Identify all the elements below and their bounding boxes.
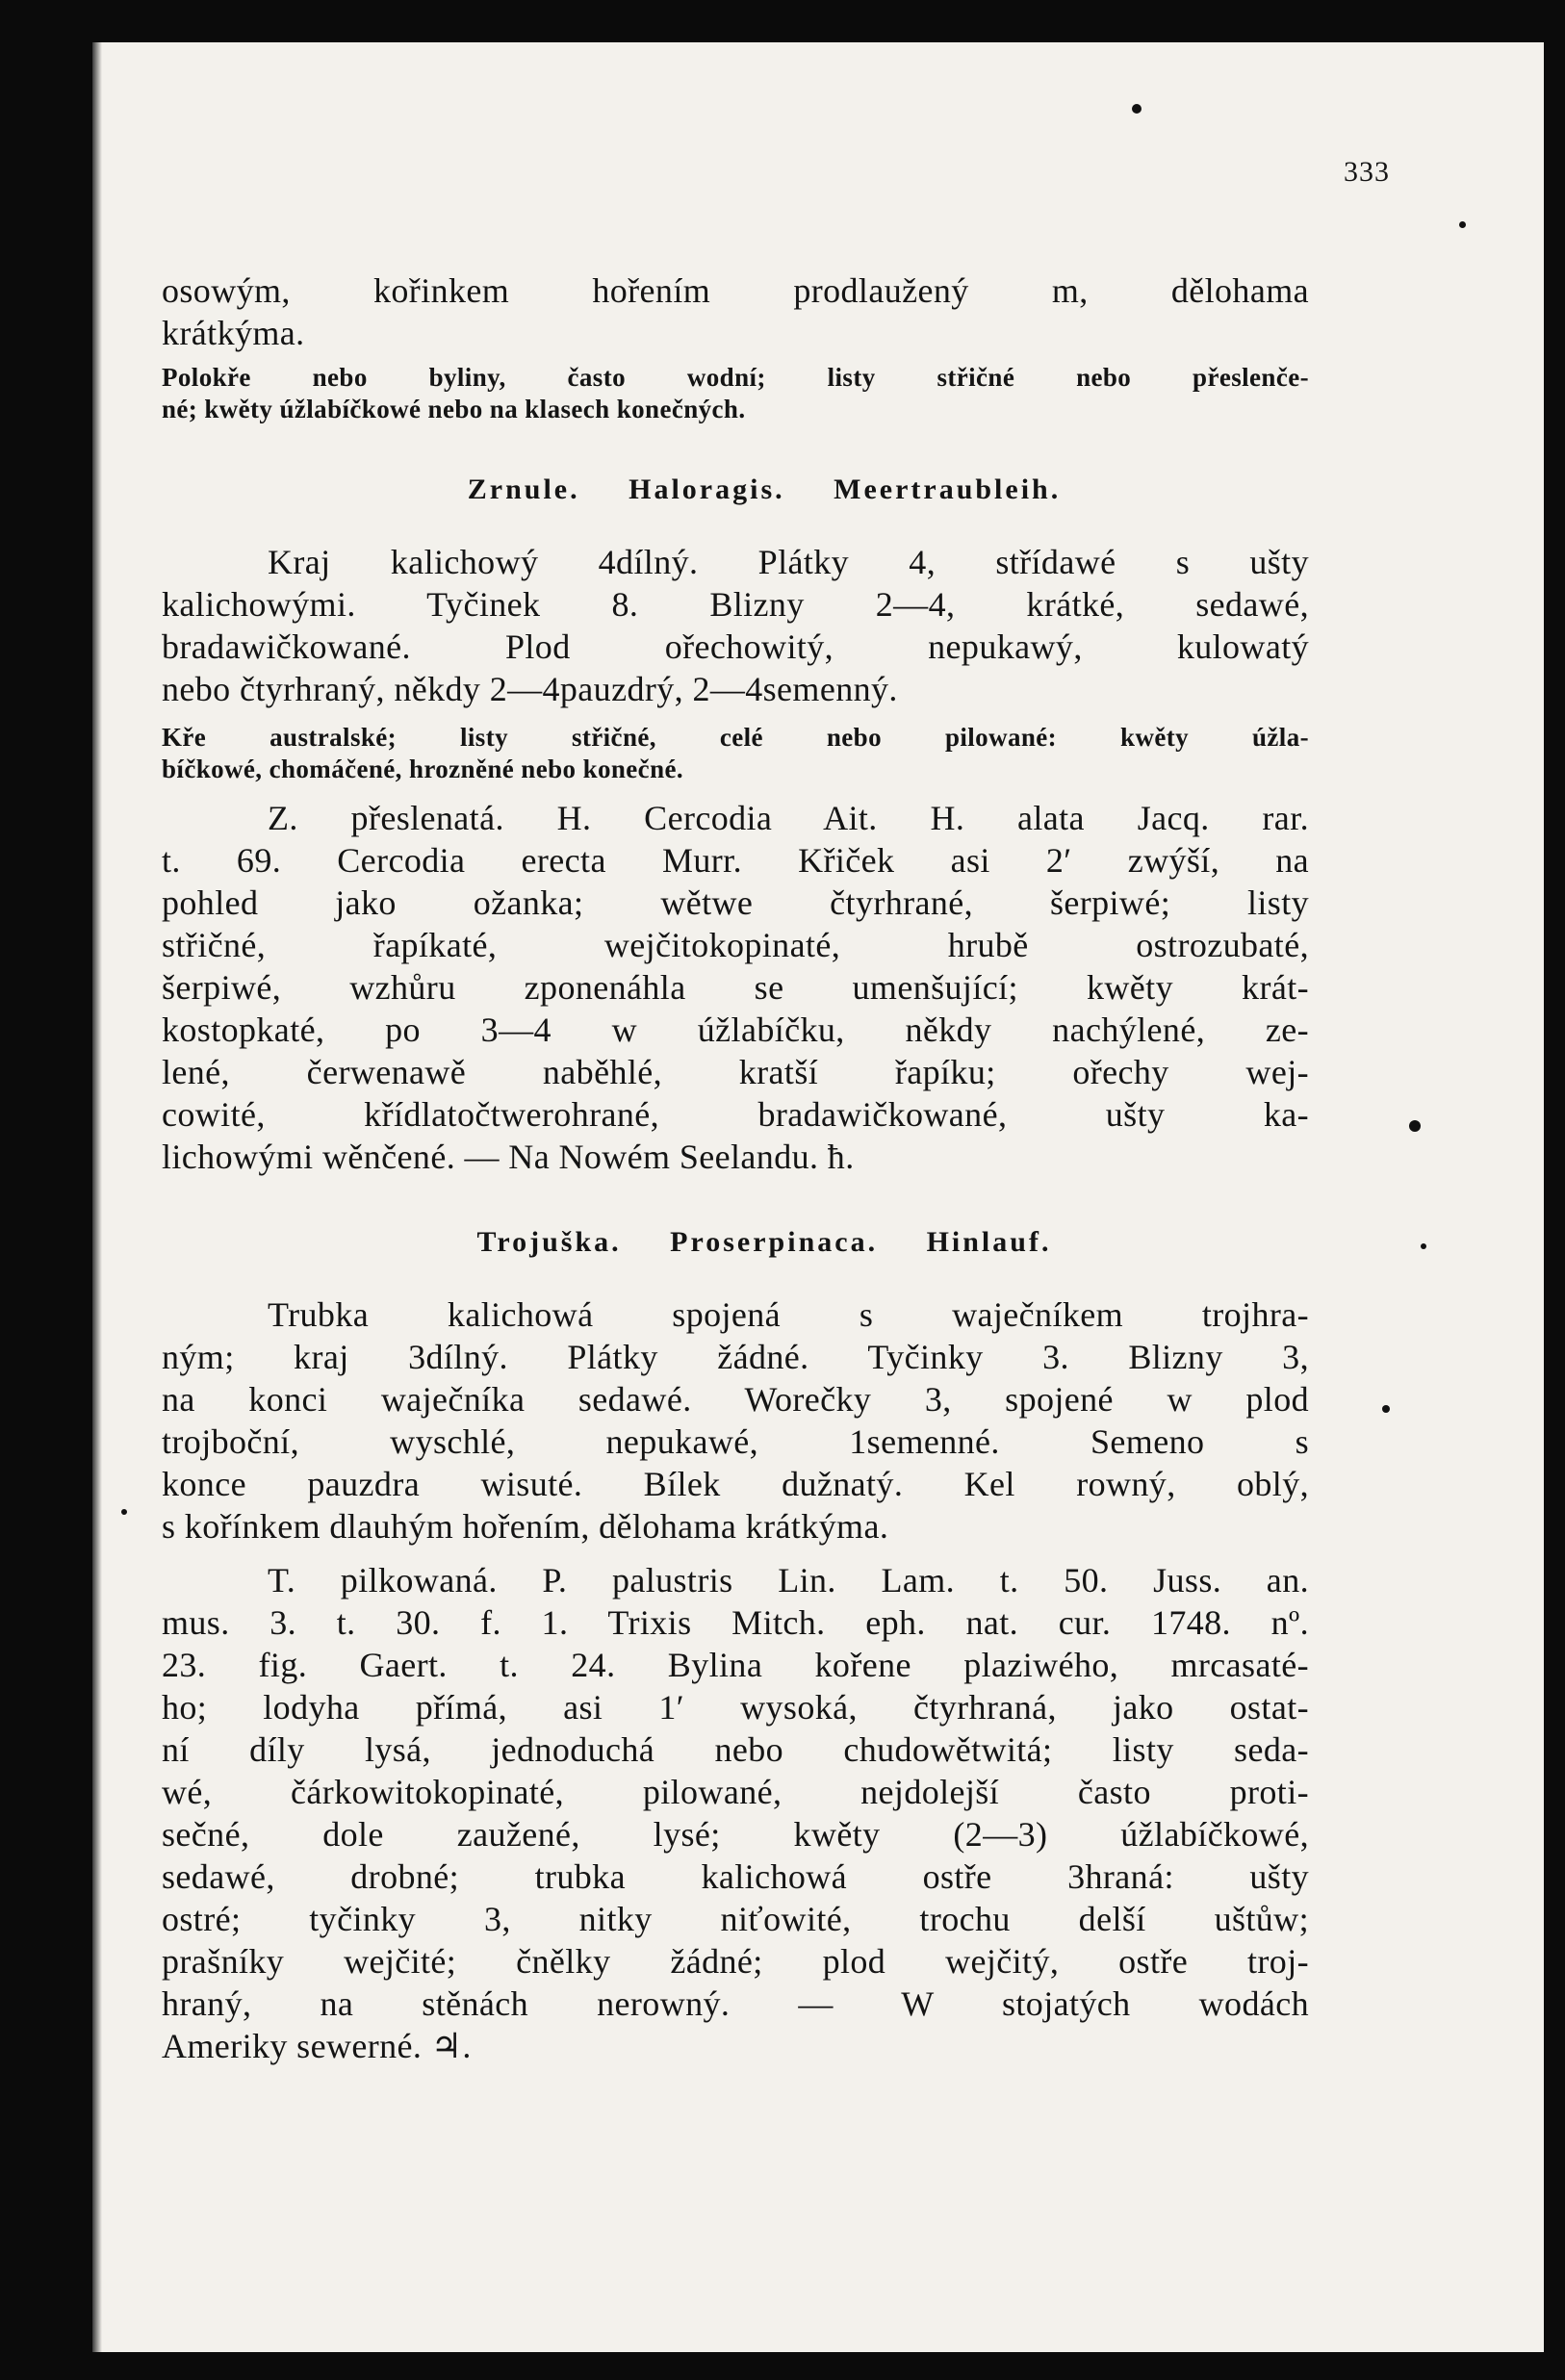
haloragis-characters	[162, 541, 1309, 710]
book-page	[92, 42, 1544, 2352]
scan-speck	[1382, 1405, 1390, 1413]
text-line: mus. 3. t. 30. f. 1. Trixis Mitch. eph. nat. cur. 1748. nº.	[162, 1603, 1309, 1642]
genus-name-german: Hinlauf.	[926, 1226, 1052, 1258]
text-line: kalichowými. Tyčinek 8. Blizny 2—4, krátké, sedawé,	[162, 585, 1309, 624]
text-line: cowité, křídlatočtwerohrané, bradawičkowané, ušty ka-	[162, 1095, 1309, 1134]
text-line: nebo čtyrhraný, někdy 2—4pauzdrý, 2—4semenný.	[162, 670, 898, 708]
scan-speck	[1421, 1243, 1426, 1249]
text-line: t. 69. Cercodia erecta Murr. Křiček asi 2′ zwýší, na	[162, 841, 1309, 880]
text-line: Z. přeslenatá. H. Cercodia Ait. H. alata Jacq. rar.	[268, 799, 1309, 837]
text-line: wé, čárkowitokopinaté, pilowané, nejdolejší často proti-	[162, 1773, 1309, 1811]
genus-name-latin: Proserpinaca.	[670, 1226, 879, 1258]
text-line: pohled jako ožanka; wětwe čtyrhrané, šerpiwé; listy	[162, 883, 1309, 922]
scan-speck	[1409, 1120, 1421, 1132]
text-line: bíčkowé, chomáčené, hrozněné nebo konečné.	[162, 755, 684, 783]
text-line: osowým, kořinkem hořením prodlaužený m, dělohama	[162, 271, 1309, 310]
text-line: lené, čerwenawě naběhlé, kratší řapíku; ořechy wej-	[162, 1053, 1309, 1091]
text-line: Trubka kalichowá spojená s waječníkem trojhra-	[268, 1295, 1309, 1334]
text-line: 23. fig. Gaert. t. 24. Bylina kořene plaziwého, mrcasaté-	[162, 1646, 1309, 1684]
genus-description-end	[162, 269, 1309, 354]
text-line: sečné, dole zaužené, lysé; kwěty (2—3) úžlabíčkowé,	[162, 1815, 1309, 1854]
text-line: kostopkaté, po 3—4 w úžlabíčku, někdy nachýlené, ze-	[162, 1011, 1309, 1049]
text-line: Ameriky sewerné. ♃.	[162, 2027, 472, 2065]
text-line: sedawé, drobné; trubka kalichowá ostře 3hraná: ušty	[162, 1857, 1309, 1896]
text-line: střičné, řapíkaté, wejčitokopinaté, hrubě ostrozubaté,	[162, 926, 1309, 964]
text-line: Kraj kalichowý 4dílný. Plátky 4, střídawé s ušty	[268, 543, 1309, 581]
page-gutter-shadow	[92, 42, 102, 2352]
genus-name-czech: Trojuška.	[476, 1226, 622, 1258]
text-line: trojboční, wyschlé, nepukawé, 1semenné. Semeno s	[162, 1422, 1309, 1461]
text-line: ným; kraj 3dílný. Plátky žádné. Tyčinky 3. Blizny 3,	[162, 1338, 1309, 1376]
text-line: ostré; tyčinky 3, nitky niťowité, trochu delší uštůw;	[162, 1900, 1309, 1938]
text-line: ho; lodyha přímá, asi 1′ wysoká, čtyrhraná, jako ostat-	[162, 1688, 1309, 1727]
text-line: hraný, na stěnách nerowný. — W stojatých wodách	[162, 1984, 1309, 2023]
scan-speck	[1132, 104, 1142, 114]
text-line: konce pauzdra wisuté. Bílek dužnatý. Kel rowný, oblý,	[162, 1465, 1309, 1503]
habit-note-first	[162, 362, 1309, 425]
scan-speck	[121, 1509, 127, 1515]
text-line: bradawičkowané. Plod ořechowitý, nepukawý, kulowatý	[162, 627, 1309, 666]
species-proserpinaca-palustris	[162, 1559, 1309, 2067]
text-line: Kře australské; listy střičné, celé nebo pilowané: kwěty úžla-	[162, 723, 1309, 752]
genus-name-german: Meertraubleih.	[834, 473, 1062, 505]
page-text	[162, 269, 1309, 2067]
text-line: s kořínkem dlauhým hořením, dělohama krátkýma.	[162, 1507, 889, 1546]
genus-name-czech: Zrnule.	[467, 473, 580, 505]
text-line: na konci waječníka sedawé. Worečky 3, spojené w plod	[162, 1380, 1309, 1419]
genus-heading-haloragis	[162, 473, 1309, 506]
text-line: šerpiwé, wzhůru zponenáhla se umenšující; kwěty krát-	[162, 968, 1309, 1007]
text-line: ní díly lysá, jednoduchá nebo chudowětwitá; listy seda-	[162, 1730, 1309, 1769]
text-line: lichowými wěnčené. — Na Nowém Seelandu. ħ.	[162, 1138, 855, 1176]
text-line: prašníky wejčité; čnělky žádné; plod wejčitý, ostře troj-	[162, 1942, 1309, 1981]
proserpinaca-characters	[162, 1293, 1309, 1548]
genus-heading-proserpinaca	[162, 1226, 1309, 1259]
text-line: Polokře nebo byliny, často wodní; listy střičné nebo přeslenče-	[162, 363, 1309, 392]
text-line: T. pilkowaná. P. palustris Lin. Lam. t. 50. Juss. an.	[268, 1561, 1309, 1599]
page-number: 333	[1344, 156, 1390, 188]
genus-name-latin: Haloragis.	[629, 473, 785, 505]
text-line: né; kwěty úžlabíčkowé nebo na klasech konečných.	[162, 395, 746, 423]
scan-speck	[1459, 221, 1466, 228]
text-line: krátkýma.	[162, 314, 305, 352]
species-haloragis-alata	[162, 797, 1309, 1178]
haloragis-habit-note	[162, 722, 1309, 785]
